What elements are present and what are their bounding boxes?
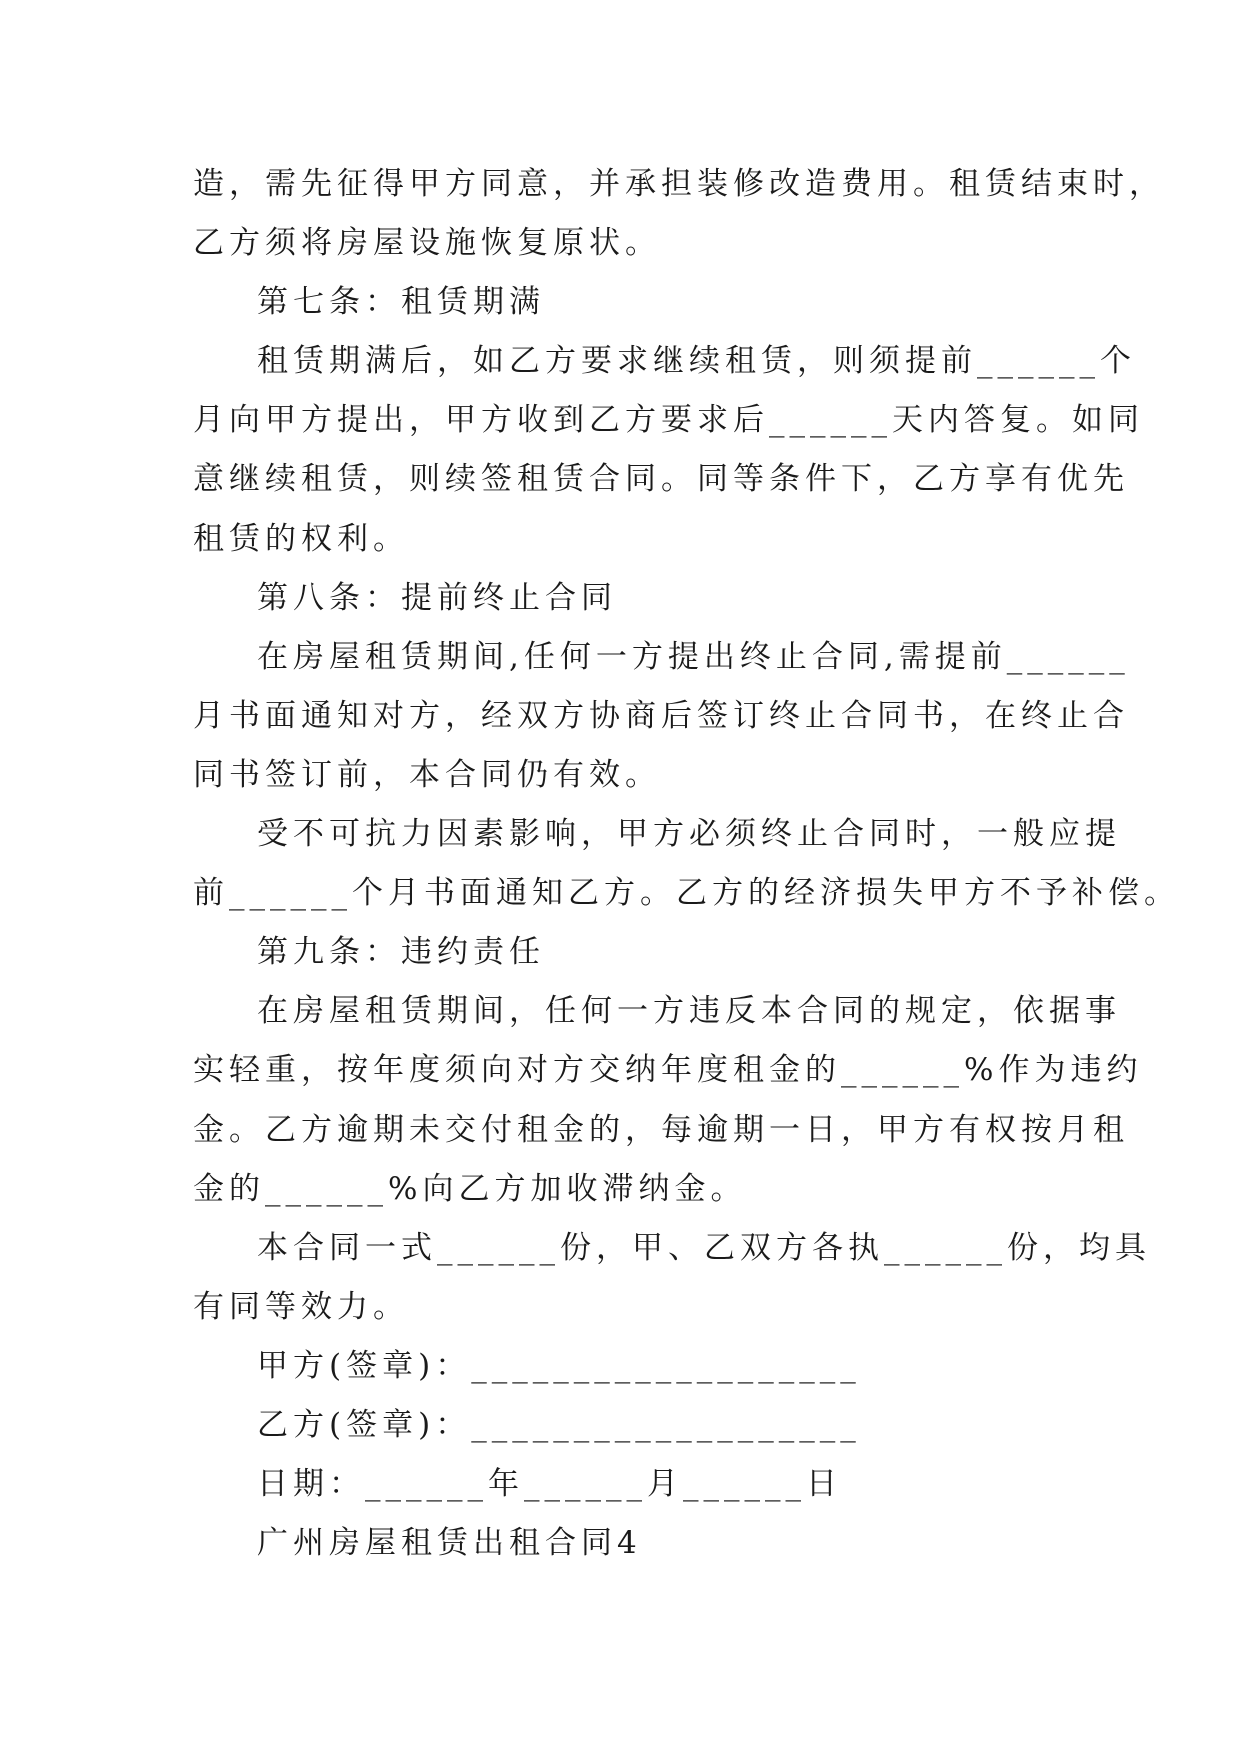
body-line: 意继续租赁，则续签租赁合同。同等条件下，乙方享有优先 [193,461,1129,498]
body-line: 前______个月书面通知乙方。乙方的经济损失甲方不予补偿。 [193,875,1180,912]
body-line: 本合同一式______份，甲、乙双方各执______份，均具 [257,1229,1151,1266]
body-line: 在房屋租赁期间，任何一方违反本合同的规定，依据事 [257,993,1121,1030]
signature-line-party-b: 乙方(签章)：___________________ [257,1406,861,1443]
body-line: 金的______%向乙方加收滞纳金。 [193,1170,747,1207]
signature-line-party-a: 甲方(签章)：___________________ [257,1347,861,1384]
body-line: 实轻重，按年度须向对方交纳年度租金的______%作为违约 [193,1052,1143,1089]
body-line: 月书面通知对方，经双方协商后签订终止合同书，在终止合 [193,697,1129,734]
body-line: 乙方须将房屋设施恢复原状。 [193,225,661,262]
document-page [193,155,1180,1573]
body-line: 租赁期满后，如乙方要求继续租赁，则须提前______个 [257,343,1136,380]
body-line: 受不可抗力因素影响，甲方必须终止合同时，一般应提 [257,816,1121,853]
article-heading: 第七条：租赁期满 [257,284,545,321]
article-heading: 第八条：提前终止合同 [257,579,617,616]
body-line: 租赁的权利。 [193,520,409,557]
body-line: 在房屋租赁期间,任何一方提出终止合同,需提前______ [257,638,1130,675]
section-title: 广州房屋租赁出租合同4 [257,1525,642,1562]
date-line: 日期：______年______月______日 [257,1466,842,1503]
article-heading: 第九条：违约责任 [257,934,545,971]
body-line: 造，需先征得甲方同意，并承担装修改造费用。租赁结束时， [193,166,1165,202]
body-line: 月向甲方提出，甲方收到乙方要求后______天内答复。如同 [193,402,1144,439]
body-line: 金。乙方逾期未交付租金的，每逾期一日，甲方有权按月租 [193,1111,1129,1148]
body-line: 有同等效力。 [193,1288,409,1325]
body-line: 同书签订前，本合同仍有效。 [193,756,661,793]
